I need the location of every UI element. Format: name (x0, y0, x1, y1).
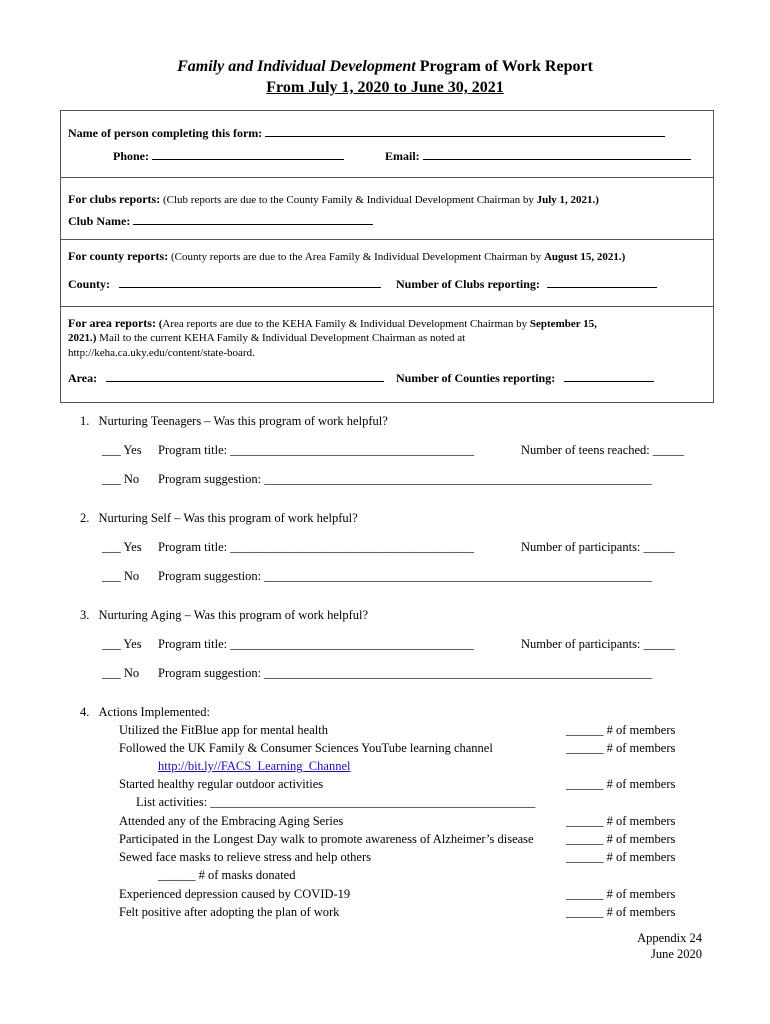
q3-program-title-field[interactable]: Program title: _______________________________________ (158, 637, 474, 651)
email-field-row (385, 148, 691, 164)
q1-yes-option[interactable]: ___ Yes (102, 443, 142, 457)
counties-reporting-blank[interactable] (564, 370, 654, 382)
q1-program-title-field[interactable]: Program title: _______________________________________ (158, 443, 474, 457)
action-item-count[interactable]: ______ # of members (566, 723, 676, 737)
action-item-count[interactable]: ______ # of members (566, 887, 676, 901)
phone-field-row (113, 148, 344, 164)
q1-no-option[interactable]: ___ No (102, 472, 140, 486)
counties-reporting-field-row (396, 370, 654, 386)
footer-date: June 2020 (650, 947, 702, 961)
q1-suggestion-field[interactable]: Program suggestion: ______________________________________________________________ (158, 472, 652, 486)
club-name-field-row (68, 213, 373, 229)
clubs-reporting-field-row (396, 276, 657, 292)
question-number: 2. (80, 511, 90, 525)
question-1 (80, 414, 388, 429)
action-item-text: Sewed face masks to relieve stress and help others (119, 850, 372, 864)
appendix-label: Appendix 24 (637, 931, 702, 945)
email-blank[interactable] (423, 148, 691, 160)
q2-yes-option[interactable]: ___ Yes (102, 540, 142, 554)
area-due-date: September 15, (529, 318, 597, 330)
county-label: County: (68, 277, 111, 291)
question-3 (80, 608, 368, 623)
title-rest: Program of Work Report (419, 58, 593, 75)
name-field-row (68, 125, 665, 141)
action-item-count[interactable]: ______ # of members (566, 777, 676, 791)
county-blank[interactable] (119, 276, 381, 288)
area-note-line2 (68, 332, 465, 344)
clubs-reporting-label: Number of Clubs reporting: (396, 277, 540, 291)
clubs-due-date: July 1, 2021.) (536, 194, 599, 206)
county-section-divider (61, 239, 713, 240)
clubs-section-divider (61, 177, 713, 178)
q2-count-field[interactable]: Number of participants: _____ (521, 540, 675, 554)
action-item-count[interactable]: ______ # of members (566, 741, 676, 755)
form-title (0, 58, 770, 76)
question-number: 1. (80, 414, 90, 428)
q3-yes-option[interactable]: ___ Yes (102, 637, 142, 651)
action-item-text: Participated in the Longest Day walk to promote awareness of Alzheimer’s disease (119, 832, 534, 846)
county-field-row (68, 276, 381, 292)
county-due-date: August 15, 2021.) (543, 251, 626, 263)
email-label: Email: (385, 149, 420, 163)
phone-label: Phone: (113, 149, 149, 163)
q2-no-option[interactable]: ___ No (102, 569, 140, 583)
action-item-text: Attended any of the Embracing Aging Series (119, 814, 344, 828)
phone-blank[interactable] (152, 148, 344, 160)
q1-count-field[interactable]: Number of teens reached: _____ (521, 443, 685, 457)
area-label: Area: (68, 371, 98, 385)
county-reports-label: For county reports: (68, 249, 169, 263)
list-activities-field[interactable]: List activities: ____________________________________________________ (136, 795, 536, 809)
area-reports-label: For area reports: (68, 316, 156, 330)
name-blank[interactable] (265, 125, 665, 137)
action-item-text: Felt positive after adopting the plan of work (119, 905, 340, 919)
action-item-text: Utilized the FitBlue app for mental health (119, 723, 328, 737)
clubs-label: For clubs reports: (68, 192, 161, 206)
action-item-count[interactable]: ______ # of members (566, 905, 676, 919)
county-note-text: (County reports are due to the Area Family & Individual Development Chairman by (170, 251, 542, 263)
question-2 (80, 511, 358, 526)
title-italic: Family and Individual Development (177, 58, 416, 75)
q2-suggestion-field[interactable]: Program suggestion: ______________________________________________________________ (158, 569, 652, 583)
area-note-text: Area reports are due to the KEHA Family & Individual Development Chairman by (162, 318, 528, 330)
counties-reporting-label: Number of Counties reporting: (396, 371, 556, 385)
action-item-count[interactable]: ______ # of members (566, 814, 676, 828)
club-name-blank[interactable] (133, 213, 373, 225)
actions-heading (80, 705, 210, 720)
action-item-count[interactable]: ______ # of members (566, 850, 676, 864)
clubs-reporting-blank[interactable] (547, 276, 657, 288)
facs-channel-link[interactable]: http://bit.ly//FACS_Learning_Channel (158, 759, 351, 773)
masks-donated-field[interactable]: ______ # of masks donated (158, 868, 296, 882)
area-field-row (68, 370, 384, 386)
area-note-paren: ( (158, 318, 163, 330)
county-note (68, 249, 625, 264)
reporting-info-box (60, 110, 714, 403)
question-text: Nurturing Aging – Was this program of work helpful? (98, 608, 369, 622)
question-text: Nurturing Teenagers – Was this program of work helpful? (98, 414, 388, 428)
area-note-line1 (68, 316, 597, 331)
club-name-label: Club Name: (68, 214, 131, 228)
action-item-text: Experienced depression caused by COVID-19 (119, 887, 351, 901)
action-item-text: Followed the UK Family & Consumer Sciences YouTube learning channel (119, 741, 493, 755)
area-due-year: 2021.) (68, 332, 97, 344)
action-item-count[interactable]: ______ # of members (566, 832, 676, 846)
name-label: Name of person completing this form: (68, 126, 263, 140)
q3-no-option[interactable]: ___ No (102, 666, 140, 680)
question-text: Nurturing Self – Was this program of work helpful? (98, 511, 358, 525)
area-note-url: http://keha.ca.uky.edu/content/state-board. (68, 347, 255, 359)
area-mail-note: Mail to the current KEHA Family & Individual Development Chairman as noted at (99, 332, 466, 344)
q3-suggestion-field[interactable]: Program suggestion: ______________________________________________________________ (158, 666, 652, 680)
question-number: 4. (80, 705, 90, 719)
clubs-note-text: (Club reports are due to the County Family & Individual Development Chairman by (162, 194, 534, 206)
q2-program-title-field[interactable]: Program title: _______________________________________ (158, 540, 474, 554)
area-section-divider (61, 306, 713, 307)
area-blank[interactable] (106, 370, 384, 382)
actions-heading-text: Actions Implemented: (98, 705, 210, 719)
question-number: 3. (80, 608, 90, 622)
action-item-text: Started healthy regular outdoor activities (119, 777, 324, 791)
q3-count-field[interactable]: Number of participants: _____ (521, 637, 675, 651)
clubs-note (68, 192, 599, 207)
report-period: From July 1, 2020 to June 30, 2021 (266, 79, 504, 96)
